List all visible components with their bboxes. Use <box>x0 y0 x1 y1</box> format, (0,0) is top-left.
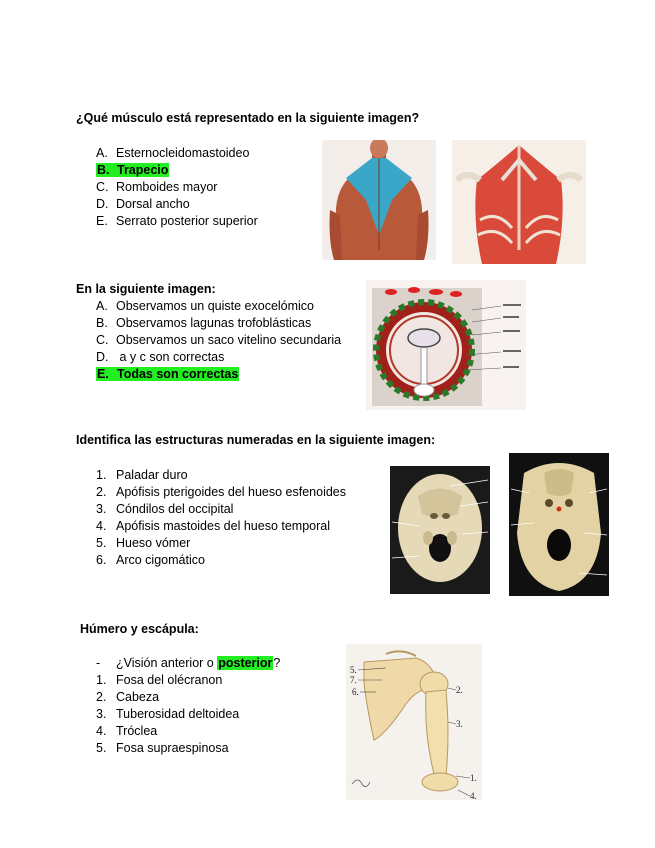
q3-item-5: 5. Hueso vómer <box>96 536 191 550</box>
question-4-title: Húmero y escápula: <box>80 622 199 636</box>
fig-label-1: 1. <box>470 773 477 783</box>
q4-item-2: 2. Cabeza <box>96 690 160 704</box>
q1-option-b-correct: B. Trapecio <box>97 163 169 177</box>
fig-label-5: 5. <box>350 665 357 675</box>
q2-option-c: C. Observamos un saco vitelino secundaria <box>96 333 342 347</box>
skull-base-image-1 <box>390 466 490 594</box>
q1-option-a: A. Esternocleidomastoideo <box>96 146 250 160</box>
trophoblast-diagram-image <box>366 280 526 410</box>
q3-item-4: 4. Apófisis mastoides del hueso temporal <box>96 519 331 533</box>
question-2-title: En la siguiente imagen: <box>76 282 216 296</box>
q4-question-line: - ¿Visión anterior o posterior? <box>96 656 281 670</box>
q4-item-1: 1. Fosa del olécranon <box>96 673 223 687</box>
fig-label-2: 2. <box>456 685 463 695</box>
fig-label-6: 6. <box>352 687 359 697</box>
q3-item-2: 2. Apófisis pterigoides del hueso esfenoides <box>96 485 347 499</box>
q2-option-e-correct: E. Todas son correctas <box>97 367 239 381</box>
skull-base-image-2 <box>509 453 609 596</box>
q4-item-3: 3. Tuberosidad deltoidea <box>96 707 240 721</box>
q3-item-1: 1. Paladar duro <box>96 468 188 482</box>
q4-item-4: 4. Tróclea <box>96 724 158 738</box>
q1-option-e: E. Serrato posterior superior <box>96 214 258 228</box>
q3-item-6: 6. Arco cigomático <box>96 553 205 567</box>
back-trapezius-image <box>322 140 436 260</box>
q2-option-d: D. a y c son correctas <box>96 350 225 364</box>
q2-option-b: B. Observamos lagunas trofoblásticas <box>96 316 312 330</box>
question-1-title: ¿Qué músculo está representado en la siguiente imagen? <box>76 111 420 125</box>
fig-label-4: 4. <box>470 791 477 800</box>
fig-label-7: 7. <box>350 675 357 685</box>
q2-option-a: A. Observamos un quiste exocelómico <box>96 299 315 313</box>
q3-item-3: 3. Cóndilos del occipital <box>96 502 234 516</box>
q1-option-c: C. Romboides mayor <box>96 180 218 194</box>
question-3-title: Identifica las estructuras numeradas en la siguiente imagen: <box>76 433 436 447</box>
q4-item-5: 5. Fosa supraespinosa <box>96 741 229 755</box>
humerus-scapula-image <box>346 644 482 800</box>
fig-label-3: 3. <box>456 719 463 729</box>
q1-option-d: D. Dorsal ancho <box>96 197 190 211</box>
trapezius-detail-image <box>452 140 586 264</box>
